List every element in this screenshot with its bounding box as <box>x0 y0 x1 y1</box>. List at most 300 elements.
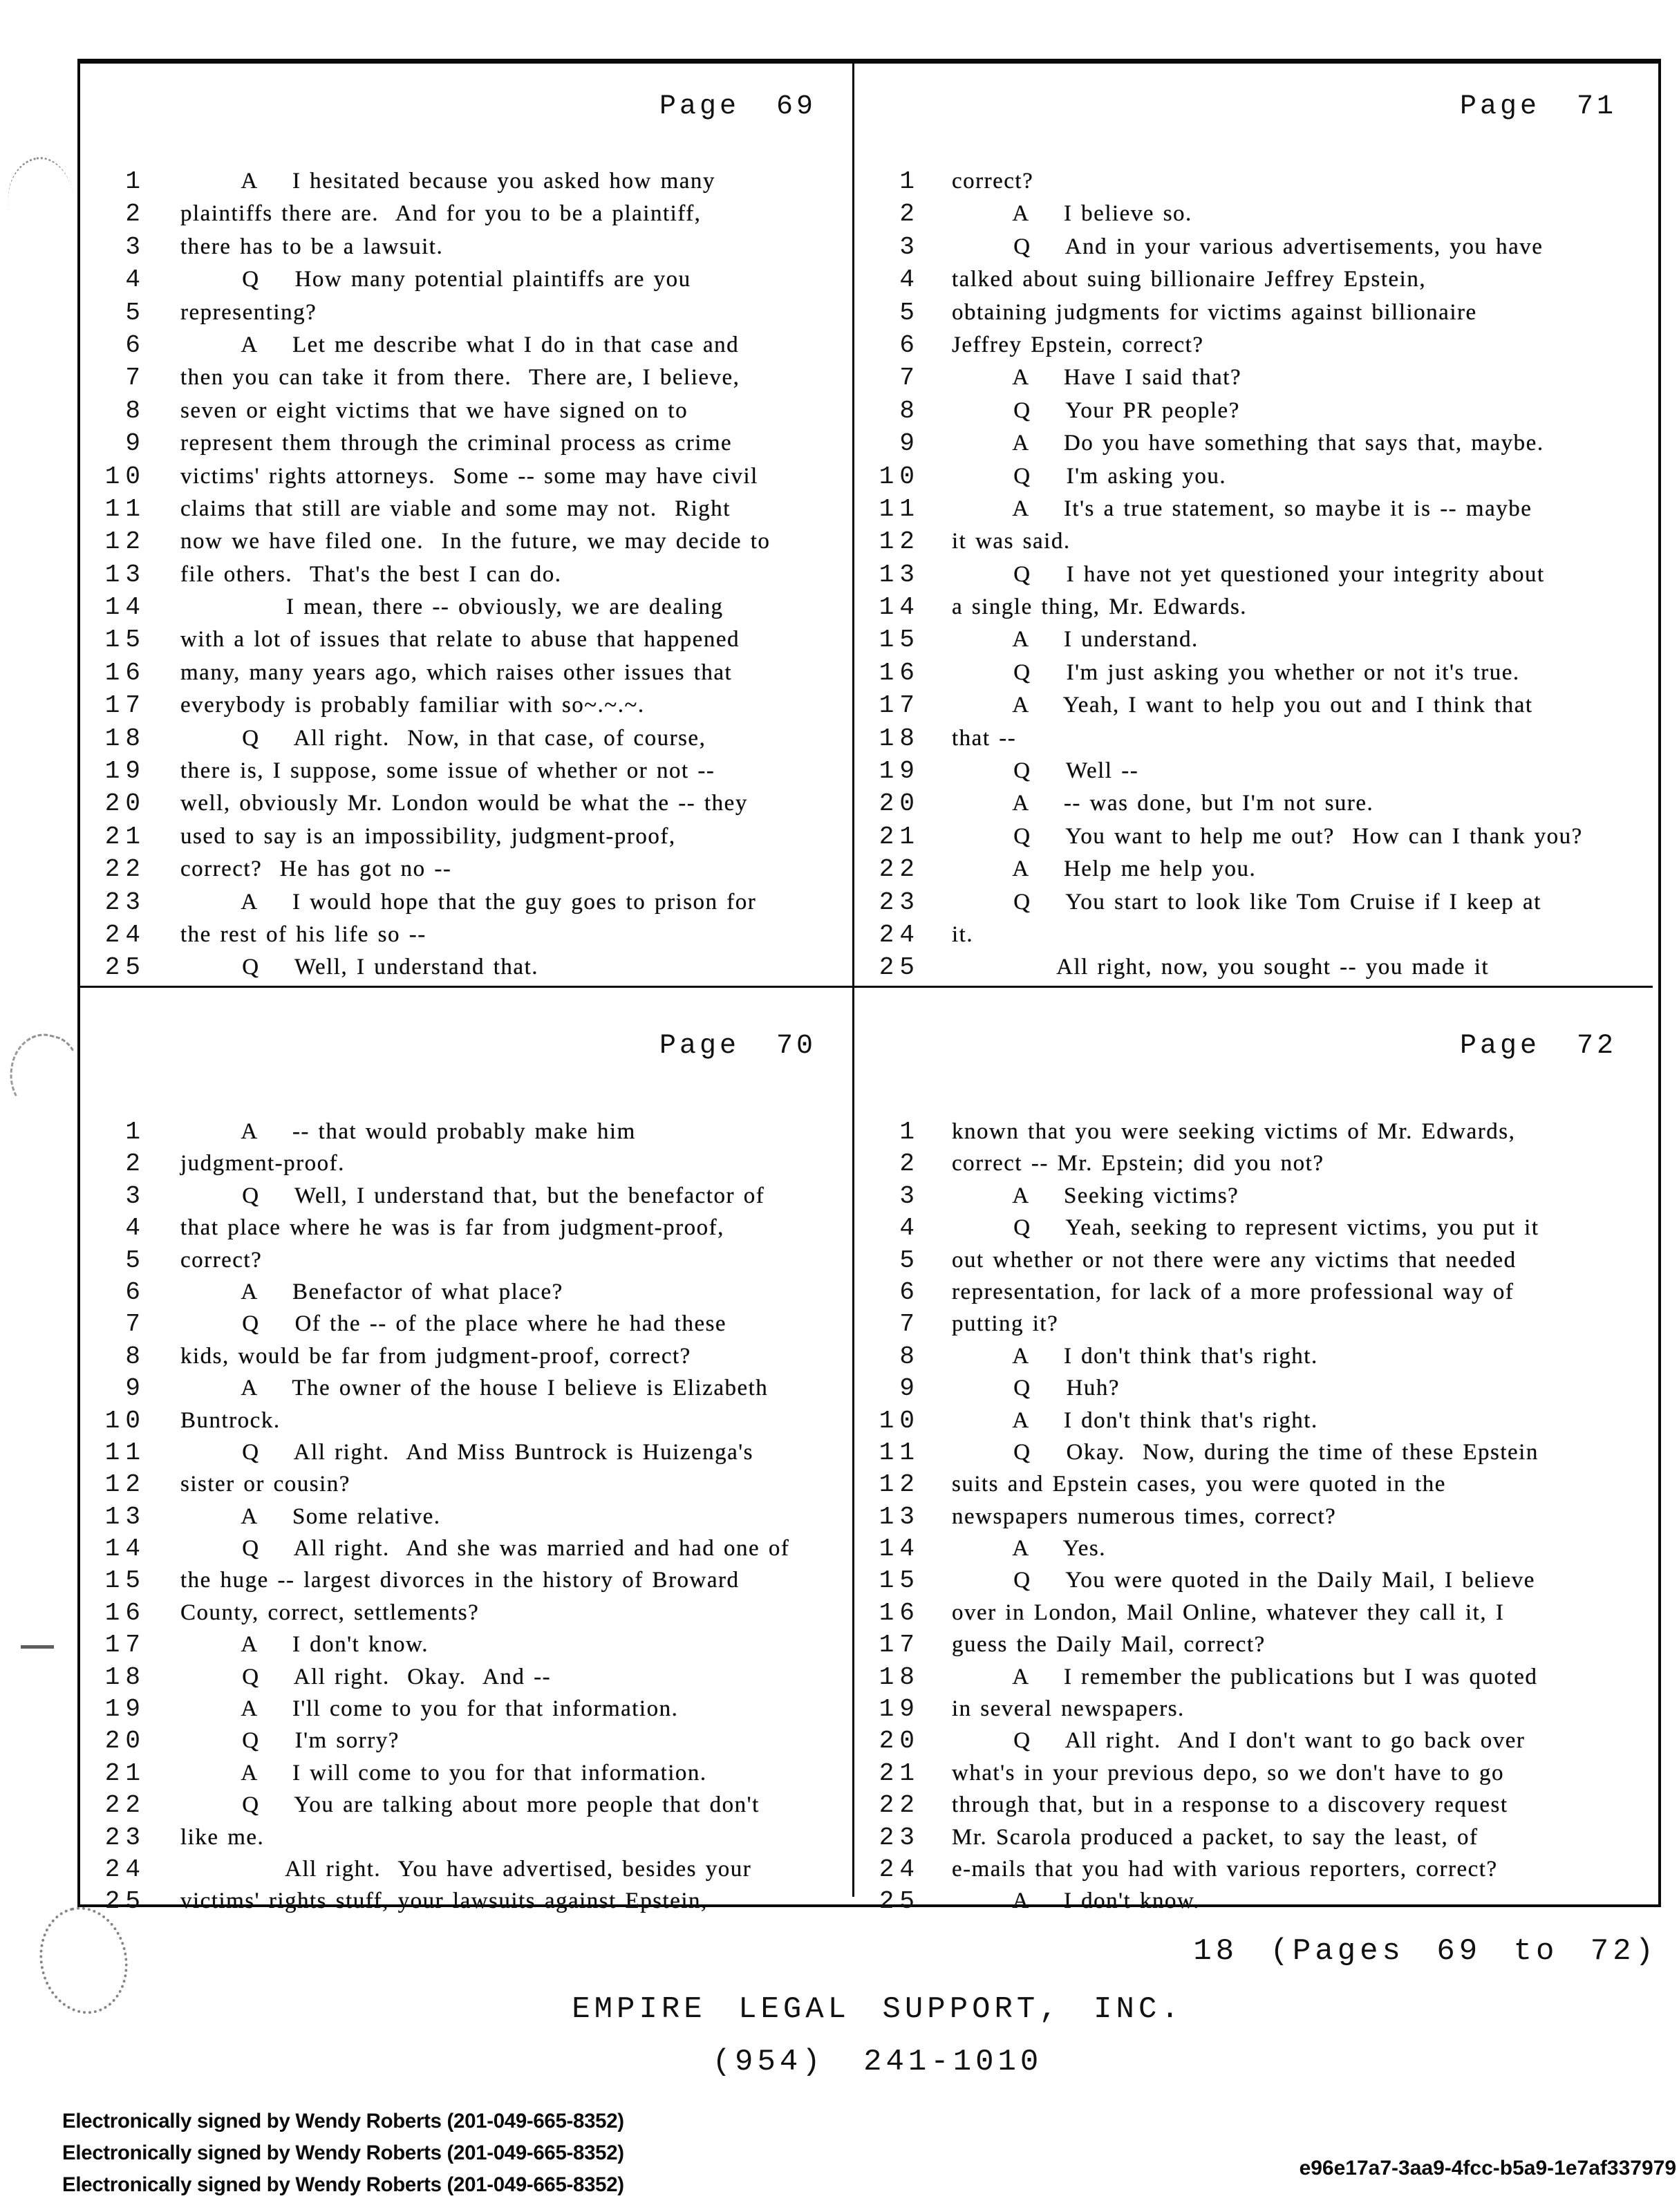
line-text: representing? <box>180 299 317 325</box>
transcript-line <box>80 1887 852 1919</box>
line-text: A Some relative. <box>180 1503 441 1529</box>
transcript-line <box>854 299 1653 331</box>
line-number: 16 <box>879 658 920 687</box>
line-number: 16 <box>104 658 146 687</box>
line-number: 19 <box>104 757 146 786</box>
line-text: file others. That's the best I can do. <box>180 561 562 587</box>
line-number: 21 <box>104 822 146 851</box>
transcript-line <box>80 724 852 757</box>
transcript-line <box>854 1214 1653 1246</box>
transcript-line <box>854 1470 1653 1502</box>
line-number: 17 <box>104 1631 146 1660</box>
transcript-line <box>854 1150 1653 1181</box>
line-number: 10 <box>104 462 146 491</box>
transcript-line <box>854 626 1653 658</box>
line-text: Buntrock. <box>180 1407 281 1433</box>
line-number: 5 <box>125 298 146 327</box>
page-number-label: Page 69 <box>659 91 816 122</box>
line-number: 4 <box>899 1214 920 1243</box>
line-text: Q I'm asking you. <box>952 463 1227 489</box>
transcript-line <box>854 1759 1653 1791</box>
line-text: A Help me help you. <box>952 856 1257 882</box>
line-text: then you can take it from there. There are, I believe, <box>180 365 740 391</box>
line-text: over in London, Mail Online, whatever they call it, I <box>952 1600 1505 1625</box>
line-number: 9 <box>125 429 146 458</box>
transcript-line <box>854 167 1653 200</box>
transcript-line <box>80 527 852 560</box>
line-text: correct? <box>952 169 1034 194</box>
line-number: 7 <box>125 364 146 393</box>
line-text: Q All right. And she was married and had one of <box>180 1536 790 1562</box>
line-number: 25 <box>879 1887 920 1916</box>
line-text: A Do you have something that says that, maybe. <box>952 431 1544 456</box>
line-number: 19 <box>879 757 920 786</box>
transcript-line <box>80 789 852 822</box>
line-number: 5 <box>125 1246 146 1275</box>
line-text: A The owner of the house I believe is Elizabeth <box>180 1376 769 1401</box>
line-text: A I don't think that's right. <box>952 1343 1318 1369</box>
line-text: newspapers numerous times, correct? <box>952 1503 1337 1529</box>
line-number: 22 <box>879 855 920 884</box>
line-number: 20 <box>879 1727 920 1756</box>
transcript-line <box>80 1855 852 1887</box>
page-panel-70 <box>80 988 854 1916</box>
transcript-line <box>80 1278 852 1310</box>
signature-line: Electronically signed by Wendy Roberts (201-049-665-8352) <box>62 2110 624 2133</box>
line-text: Q Okay. Now, during the time of these Epstein <box>952 1439 1539 1465</box>
transcript-line <box>80 1310 852 1342</box>
transcript-line <box>854 265 1653 298</box>
page-range-label: 18 (Pages 69 to 72) <box>1193 1934 1658 1969</box>
line-text: like me. <box>180 1824 265 1850</box>
court-reporter-phone: (954) 241-1010 <box>712 2045 1043 2079</box>
line-text: Q You want to help me out? How can I thank you? <box>952 823 1583 849</box>
transcript-line <box>80 1791 852 1823</box>
transcript-line <box>854 1824 1653 1855</box>
transcript-line <box>854 855 1653 888</box>
transcript-line <box>80 1663 852 1695</box>
line-text: Q All right. And I don't want to go back over <box>952 1728 1526 1754</box>
line-text: A I hesitated because you asked how many <box>180 169 715 194</box>
line-number: 3 <box>899 1181 920 1210</box>
scan-artifact-pen-mark <box>1 1027 86 1121</box>
line-number: 10 <box>104 1406 146 1435</box>
line-text: known that you were seeking victims of Mr. Edwards, <box>952 1119 1516 1144</box>
transcript-line <box>80 823 852 855</box>
line-number: 6 <box>125 1277 146 1306</box>
line-number: 2 <box>125 200 146 229</box>
transcript-line <box>80 397 852 429</box>
line-number: 20 <box>104 789 146 818</box>
transcript-line <box>854 1566 1653 1598</box>
transcript-line <box>80 888 852 921</box>
transcript-line <box>80 1599 852 1631</box>
line-number: 11 <box>104 1438 146 1467</box>
line-number: 23 <box>879 1823 920 1852</box>
line-text: putting it? <box>952 1311 1059 1337</box>
line-text: out whether or not there were any victims that needed <box>952 1247 1517 1273</box>
line-text: Q I'm just asking you whether or not it's true. <box>952 659 1520 685</box>
line-text: A Have I said that? <box>952 365 1242 391</box>
transcript-line <box>854 789 1653 822</box>
line-number: 14 <box>104 593 146 622</box>
line-text: kids, would be far from judgment-proof, correct? <box>180 1343 691 1369</box>
line-number: 14 <box>879 1535 920 1564</box>
line-text: talked about suing billionaire Jeffrey Epstein, <box>952 267 1427 292</box>
line-number: 14 <box>104 1535 146 1564</box>
line-number: 13 <box>879 1502 920 1531</box>
transcript-line <box>80 167 852 200</box>
transcript-line <box>854 364 1653 396</box>
transcript-line <box>854 1599 1653 1631</box>
transcript-line <box>80 429 852 462</box>
line-text: A I don't think that's right. <box>952 1407 1318 1433</box>
line-number: 23 <box>104 888 146 917</box>
line-text: A It's a true statement, so maybe it is -- maybe <box>952 496 1532 521</box>
transcript-line <box>80 462 852 495</box>
line-number: 11 <box>879 1438 920 1467</box>
line-text: A I would hope that the guy goes to prison for <box>180 889 757 915</box>
transcript-line <box>854 527 1653 560</box>
line-number: 17 <box>879 1631 920 1660</box>
line-text: with a lot of issues that relate to abuse that happened <box>180 627 740 653</box>
line-text: Q All right. Now, in that case, of course, <box>180 725 706 751</box>
transcript-line <box>854 1246 1653 1278</box>
line-number: 10 <box>879 462 920 491</box>
transcript-line <box>854 1310 1653 1342</box>
line-text: Q You are talking about more people that don't <box>180 1792 760 1818</box>
transcript-line <box>80 331 852 364</box>
line-text: County, correct, settlements? <box>180 1600 480 1625</box>
line-text: All right. You have advertised, besides your <box>180 1856 752 1882</box>
line-number: 8 <box>125 1342 146 1371</box>
line-number: 17 <box>879 691 920 720</box>
transcript-line <box>854 1663 1653 1695</box>
line-number: 22 <box>879 1791 920 1820</box>
line-text: everybody is probably familiar with so~.~.~. <box>180 693 645 718</box>
transcript-line <box>854 233 1653 265</box>
line-number: 21 <box>879 822 920 851</box>
line-text: A I will come to you for that information. <box>180 1760 707 1785</box>
line-number: 25 <box>104 953 146 982</box>
transcript-lines <box>854 1118 1653 1920</box>
line-number: 2 <box>899 1150 920 1179</box>
line-number: 13 <box>879 560 920 589</box>
line-text: well, obviously Mr. London would be what the -- they <box>180 791 748 816</box>
line-number: 5 <box>899 1246 920 1275</box>
line-text: correct -- Mr. Epstein; did you not? <box>952 1151 1324 1177</box>
document-id: e96e17a7-3aa9-4fcc-b5a9-1e7af337979 <box>1299 2157 1676 2180</box>
transcript-line <box>80 233 852 265</box>
line-text: what's in your previous depo, so we don't have to go <box>952 1760 1505 1785</box>
line-number: 15 <box>104 1566 146 1595</box>
transcript-line <box>80 1342 852 1374</box>
line-text: Jeffrey Epstein, correct? <box>952 332 1204 357</box>
scan-artifact-pen-squiggle <box>1 152 75 211</box>
line-text: Q And in your various advertisements, you have <box>952 234 1544 259</box>
transcript-line <box>80 1535 852 1566</box>
transcript-line <box>80 200 852 232</box>
line-text: Q Of the -- of the place where he had these <box>180 1311 727 1337</box>
transcript-line <box>80 1407 852 1438</box>
transcript-line <box>80 1631 852 1662</box>
transcript-line <box>854 1727 1653 1759</box>
transcript-line <box>854 1407 1653 1438</box>
transcript-line <box>854 1503 1653 1535</box>
transcript-line <box>854 1695 1653 1727</box>
line-text: Q All right. Okay. And -- <box>180 1664 552 1689</box>
line-number: 23 <box>104 1823 146 1852</box>
line-number: 17 <box>104 691 146 720</box>
line-text: Q Well, I understand that. <box>180 955 538 980</box>
line-text: Q Well -- <box>952 758 1139 784</box>
page-number-label: Page 72 <box>1459 1031 1617 1062</box>
transcript-grid <box>77 59 1661 1916</box>
line-text: claims that still are viable and some may not. Right <box>180 496 731 521</box>
line-text: A I'll come to you for that information. <box>180 1696 679 1722</box>
line-text: A Yeah, I want to help you out and I think that <box>952 693 1533 718</box>
line-text: A Seeking victims? <box>952 1183 1239 1208</box>
transcript-lines <box>80 1118 852 1920</box>
transcript-line <box>854 1631 1653 1662</box>
transcript-line <box>854 495 1653 527</box>
transcript-line <box>80 1824 852 1855</box>
line-number: 25 <box>879 953 920 982</box>
transcript-line <box>80 1503 852 1535</box>
line-number: 9 <box>125 1374 146 1403</box>
transcript-line <box>80 1727 852 1759</box>
transcript-line <box>80 364 852 396</box>
line-number: 5 <box>899 298 920 327</box>
line-number: 8 <box>899 1342 920 1371</box>
page-panel-71 <box>854 64 1653 988</box>
line-number: 13 <box>104 560 146 589</box>
line-text: A Let me describe what I do in that case and <box>180 332 740 357</box>
line-number: 18 <box>879 724 920 753</box>
transcript-line <box>854 1374 1653 1406</box>
scan-artifact-margin-dash <box>21 1645 54 1649</box>
line-text: correct? He has got no -- <box>180 856 452 882</box>
line-number: 8 <box>899 396 920 425</box>
line-number: 24 <box>879 920 920 949</box>
line-text: Q You were quoted in the Daily Mail, I believe <box>952 1568 1535 1593</box>
transcript-line <box>854 724 1653 757</box>
line-number: 15 <box>879 626 920 655</box>
transcript-line <box>80 691 852 724</box>
line-text: I mean, there -- obviously, we are dealing <box>180 594 724 620</box>
line-number: 21 <box>879 1759 920 1788</box>
line-number: 20 <box>104 1727 146 1756</box>
line-number: 12 <box>104 1470 146 1499</box>
transcript-line <box>854 593 1653 626</box>
line-number: 8 <box>125 396 146 425</box>
line-text: the huge -- largest divorces in the history of Broward <box>180 1568 740 1593</box>
line-text: victims' rights stuff, your lawsuits against Epstein, <box>180 1888 708 1914</box>
transcript-line <box>80 757 852 789</box>
page-number-label: Page 70 <box>659 1031 816 1062</box>
line-number: 12 <box>879 527 920 556</box>
line-text: sister or cousin? <box>180 1472 350 1497</box>
transcript-line <box>854 1342 1653 1374</box>
transcript-line <box>80 1150 852 1181</box>
transcript-line <box>80 855 852 888</box>
transcript-lines <box>854 167 1653 986</box>
line-number: 24 <box>879 1855 920 1884</box>
transcript-line <box>80 921 852 953</box>
line-number: 21 <box>104 1759 146 1788</box>
transcript-line <box>80 593 852 626</box>
line-text: judgment-proof. <box>180 1151 345 1177</box>
line-number: 3 <box>899 232 920 261</box>
line-number: 12 <box>104 527 146 556</box>
line-text: a single thing, Mr. Edwards. <box>952 594 1248 620</box>
line-number: 4 <box>125 265 146 294</box>
line-number: 13 <box>104 1502 146 1531</box>
line-text: obtaining judgments for victims against billionaire <box>952 299 1477 325</box>
transcript-line <box>854 1278 1653 1310</box>
line-number: 14 <box>879 593 920 622</box>
transcript-line <box>80 1182 852 1214</box>
transcript-line <box>854 888 1653 921</box>
transcript-line <box>854 823 1653 855</box>
line-text: Q Yeah, seeking to represent victims, you put it <box>952 1215 1539 1241</box>
line-text: All right, now, you sought -- you made it <box>952 955 1490 980</box>
line-number: 1 <box>125 167 146 196</box>
transcript-line <box>80 953 852 986</box>
line-number: 18 <box>104 1662 146 1691</box>
transcript-line <box>854 1438 1653 1470</box>
transcript-line <box>854 659 1653 691</box>
line-text: Q You start to look like Tom Cruise if I keep at <box>952 889 1541 915</box>
line-number: 19 <box>104 1695 146 1724</box>
transcript-line <box>80 1214 852 1246</box>
line-text: represent them through the criminal process as crime <box>180 431 733 456</box>
line-text: many, many years ago, which raises other issues that <box>180 659 733 685</box>
line-text: Q Your PR people? <box>952 397 1240 423</box>
transcript-line <box>854 561 1653 593</box>
line-number: 22 <box>104 855 146 884</box>
transcript-line <box>854 953 1653 986</box>
transcript-line <box>854 1182 1653 1214</box>
page-number-label: Page 71 <box>1459 91 1617 122</box>
line-text: A -- was done, but I'm not sure. <box>952 791 1374 816</box>
line-text: that -- <box>952 725 1017 751</box>
line-number: 24 <box>104 1855 146 1884</box>
transcript-line <box>854 757 1653 789</box>
transcript-line <box>854 921 1653 953</box>
line-number: 18 <box>104 724 146 753</box>
line-number: 6 <box>899 1277 920 1306</box>
electronic-signatures <box>62 2106 624 2201</box>
line-text: e-mails that you had with various reporters, correct? <box>952 1856 1498 1882</box>
page-panel-69 <box>80 64 854 988</box>
line-number: 11 <box>879 494 920 523</box>
transcript-line <box>80 626 852 658</box>
transcript-line <box>80 561 852 593</box>
line-text: A Benefactor of what place? <box>180 1279 563 1304</box>
line-text: now we have filed one. In the future, we may decide to <box>180 529 771 554</box>
line-text: in several newspapers. <box>952 1696 1185 1722</box>
line-number: 20 <box>879 789 920 818</box>
line-text: used to say is an impossibility, judgment-proof, <box>180 823 676 849</box>
line-number: 6 <box>125 330 146 359</box>
line-number: 16 <box>879 1598 920 1627</box>
line-text: through that, but in a response to a discovery request <box>952 1792 1508 1818</box>
line-number: 4 <box>125 1214 146 1243</box>
transcript-line <box>854 200 1653 232</box>
line-text: A I don't know. <box>952 1888 1200 1914</box>
line-text: A I don't know. <box>180 1632 429 1658</box>
line-text: it. <box>952 921 974 947</box>
signature-line: Electronically signed by Wendy Roberts (201-049-665-8352) <box>62 2141 624 2164</box>
transcript-line <box>80 1759 852 1791</box>
signature-line: Electronically signed by Wendy Roberts (201-049-665-8352) <box>62 2173 624 2196</box>
line-number: 12 <box>879 1470 920 1499</box>
line-text: it was said. <box>952 529 1071 554</box>
line-text: seven or eight victims that we have signed on to <box>180 397 688 423</box>
line-number: 24 <box>104 920 146 949</box>
line-number: 3 <box>125 232 146 261</box>
line-text: Q Huh? <box>952 1376 1120 1401</box>
transcript-line <box>80 659 852 691</box>
line-number: 1 <box>899 167 920 196</box>
transcript-line <box>854 331 1653 364</box>
line-text: there is, I suppose, some issue of whether or not -- <box>180 758 715 784</box>
line-text: A -- that would probably make him <box>180 1119 636 1144</box>
line-text: representation, for lack of a more professional way of <box>952 1279 1514 1304</box>
line-number: 15 <box>879 1566 920 1595</box>
line-number: 7 <box>125 1310 146 1339</box>
line-number: 10 <box>879 1406 920 1435</box>
line-text: the rest of his life so -- <box>180 921 426 947</box>
transcript-line <box>80 299 852 331</box>
line-number: 4 <box>899 265 920 294</box>
line-number: 3 <box>125 1181 146 1210</box>
line-number: 6 <box>899 330 920 359</box>
transcript-line <box>854 1855 1653 1887</box>
transcript-line <box>854 1535 1653 1566</box>
transcript-line <box>80 1374 852 1406</box>
line-text: A Yes. <box>952 1536 1106 1562</box>
line-text: victims' rights attorneys. Some -- some may have civil <box>180 463 758 489</box>
line-text: A I believe so. <box>952 201 1192 227</box>
transcript-line <box>854 1887 1653 1919</box>
line-number: 25 <box>104 1887 146 1916</box>
transcript-line <box>80 1470 852 1502</box>
line-text: A I understand. <box>952 627 1199 653</box>
line-text: Q I have not yet questioned your integrity about <box>952 561 1545 587</box>
line-number: 16 <box>104 1598 146 1627</box>
line-number: 18 <box>879 1662 920 1691</box>
transcript-line <box>80 1566 852 1598</box>
line-text: there has to be a lawsuit. <box>180 234 444 259</box>
line-text: Mr. Scarola produced a packet, to say the least, of <box>952 1824 1479 1850</box>
transcript-line <box>854 462 1653 495</box>
transcript-line <box>80 1695 852 1727</box>
line-number: 23 <box>879 888 920 917</box>
line-text: that place where he was is far from judgment-proof, <box>180 1215 724 1241</box>
line-text: suits and Epstein cases, you were quoted in the <box>952 1472 1446 1497</box>
line-number: 11 <box>104 494 146 523</box>
transcript-line <box>80 495 852 527</box>
line-number: 15 <box>104 626 146 655</box>
line-number: 7 <box>899 364 920 393</box>
line-text: Q All right. And Miss Buntrock is Huizenga's <box>180 1439 754 1465</box>
line-text: guess the Daily Mail, correct? <box>952 1632 1266 1658</box>
transcript-line <box>80 1118 852 1150</box>
transcript-line <box>854 429 1653 462</box>
transcript-line <box>80 1438 852 1470</box>
